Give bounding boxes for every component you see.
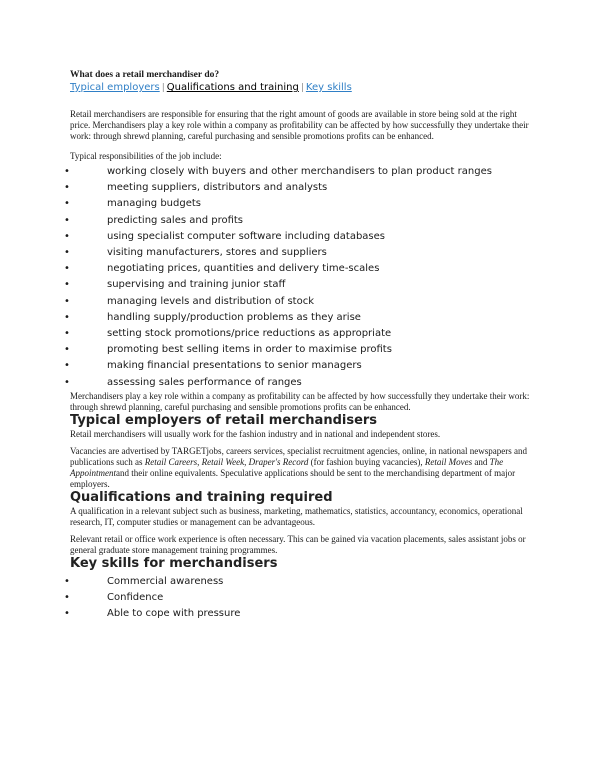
employers-paragraph-1: Retail merchandisers will usually work for the fashion industry and in national and independent stores. (70, 428, 441, 439)
list-item: • negotiating prices, quantities and delivery time-scales (70, 261, 530, 277)
qualifications-paragraph-2: Relevant retail or office work experience is often necessary. This can be gained via vacation placements, sales assistant jobs or general graduate store management training programmes. (70, 533, 526, 555)
heading-qualifications: Qualifications and training required (70, 489, 333, 505)
responsibilities-list (64, 164, 530, 391)
bullet-icon: • (64, 295, 70, 307)
list-item: • visiting manufacturers, stores and suppliers (70, 245, 530, 261)
list-item: • working closely with buyers and other merchandisers to plan product ranges (70, 164, 530, 180)
bullet-icon: • (64, 263, 70, 275)
list-item: • Commercial awareness (70, 574, 530, 590)
list-item: • Confidence (70, 590, 530, 606)
bullet-icon: • (64, 328, 70, 340)
list-item: • making financial presentations to senior managers (70, 358, 530, 374)
link-separator: | (300, 83, 304, 93)
bullet-icon: • (64, 376, 70, 388)
skills-list (64, 574, 530, 623)
qualifications-paragraph-1: A qualification in a relevant subject such as business, marketing, mathematics, statistics, accountancy, economics, operational research, IT, computer studies or management can be advantageous. (70, 505, 523, 527)
intro-paragraph: Retail merchandisers are responsible for ensuring that the right amount of goods are available in store being sold at the right price. Merchandisers play a key role within a company as profitability can be affected by how successfully they undertake their work: through shrewd planning, careful purchasing and sensible promotions profits can be enhanced. (70, 109, 529, 141)
bullet-icon: • (64, 360, 70, 372)
closing-paragraph: Merchandisers play a key role within a company as profitability can be affected by how successfully they undertake their work: through shrewd planning, careful purchasing and sensible promotions profits can be enhanced. (70, 390, 530, 412)
list-item: • predicting sales and profits (70, 213, 530, 229)
list-item: • promoting best selling items in order to maximise profits (70, 342, 530, 358)
bullet-icon: • (64, 230, 70, 242)
list-item: • Able to cope with pressure (70, 606, 530, 622)
link-key-skills[interactable]: Key skills (305, 82, 352, 93)
bullet-icon: • (64, 279, 70, 291)
heading-key-skills: Key skills for merchandisers (70, 555, 278, 571)
list-item: • setting stock promotions/price reductions as appropriate (70, 326, 530, 342)
bullet-icon: • (64, 592, 70, 604)
list-item: • meeting suppliers, distributors and analysts (70, 180, 530, 196)
heading-typical-employers: Typical employers of retail merchandisers (70, 412, 378, 428)
list-item: • managing budgets (70, 196, 530, 212)
bullet-icon: • (64, 247, 70, 259)
bullet-icon: • (64, 198, 70, 210)
bullet-icon: • (64, 344, 70, 356)
link-qualifications-training[interactable]: Qualifications and training (166, 82, 299, 93)
document-page (64, 70, 530, 622)
employers-paragraph-2: Vacancies are advertised by TARGETjobs, careers services, specialist recruitment agencies, online, in national newspapers and publications such as Retail Careers, Retail Week, Draper's Record (for fashion buying vacancies), Retail Moves and The Appointmentand their online equivalents. Speculative applications should be sent to the merchandising department of major employers. (70, 445, 527, 489)
page-title: What does a retail merchandiser do? (70, 70, 220, 80)
bullet-icon: • (64, 182, 70, 194)
link-separator: | (161, 83, 165, 93)
bullet-icon: • (64, 608, 70, 620)
list-item: • assessing sales performance of ranges (70, 375, 530, 391)
bullet-icon: • (64, 166, 70, 177)
bullet-icon: • (64, 311, 70, 323)
link-typical-employers[interactable]: Typical employers (70, 82, 160, 93)
section-links (70, 81, 530, 95)
bullet-icon: • (64, 575, 70, 587)
list-item: • supervising and training junior staff (70, 277, 530, 293)
list-item: • using specialist computer software including databases (70, 229, 530, 245)
bullet-icon: • (64, 214, 70, 226)
list-item: • handling supply/production problems as they arise (70, 310, 530, 326)
list-item: • managing levels and distribution of stock (70, 294, 530, 310)
responsibilities-intro: Typical responsibilities of the job include: (70, 151, 222, 161)
